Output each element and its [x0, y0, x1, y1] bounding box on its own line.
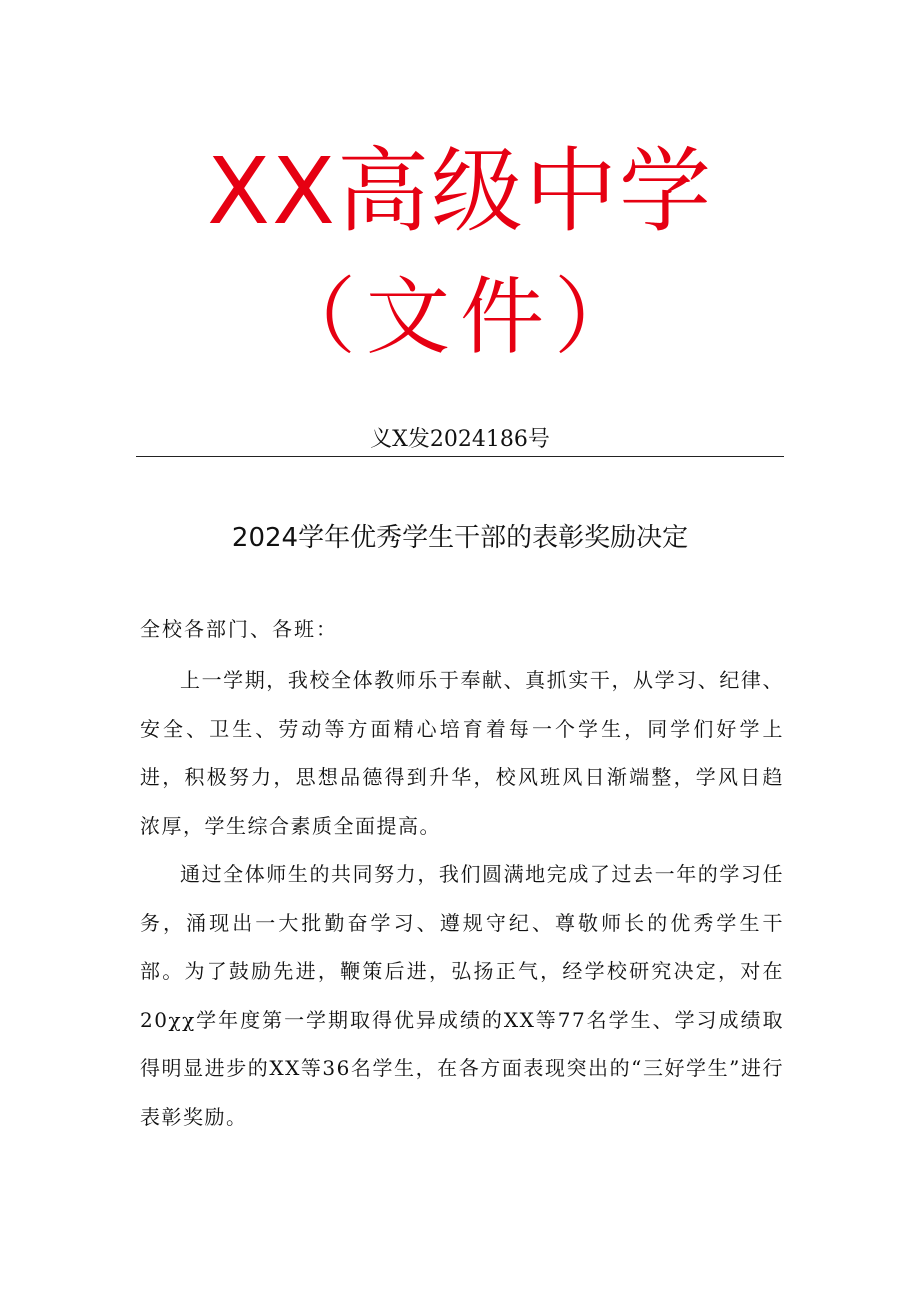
body-paragraph-1: 上一学期，我校全体教师乐于奉献、真抓实干，从学习、纪律、安全、卫生、劳动等方面精心培育着每一个学生，同学们好学上进，积极努力，思想品德得到升华，校风班风日渐端整，学风日趋浓厚，学生综合素质全面提高。 — [140, 668, 784, 838]
document-title: 2024学年优秀学生干部的表彰奖励决定 — [231, 523, 689, 553]
body-paragraph-2: 通过全体师生的共同努力，我们圆满地完成了过去一年的学习任务，涌现出一大批勤奋学习、遵规守纪、尊敬师长的优秀学生干部。为了鼓励先进，鞭策后进，弘扬正气，经学校研究决定，对在20χχ学年度第一学期取得优异成绩的XX等77名学生、学习成绩取得明显进步的XX等36名学生，在各方面表现突出的“三好学生”进行表彰奖励。 — [140, 862, 784, 1129]
document-type-heading: （文件） — [271, 268, 648, 366]
header-divider — [136, 456, 784, 457]
document-number: 义X发2024186号 — [370, 427, 550, 452]
salutation: 全校各部门、各班： — [140, 617, 338, 641]
school-name-heading: XX高级中学 — [206, 138, 714, 245]
